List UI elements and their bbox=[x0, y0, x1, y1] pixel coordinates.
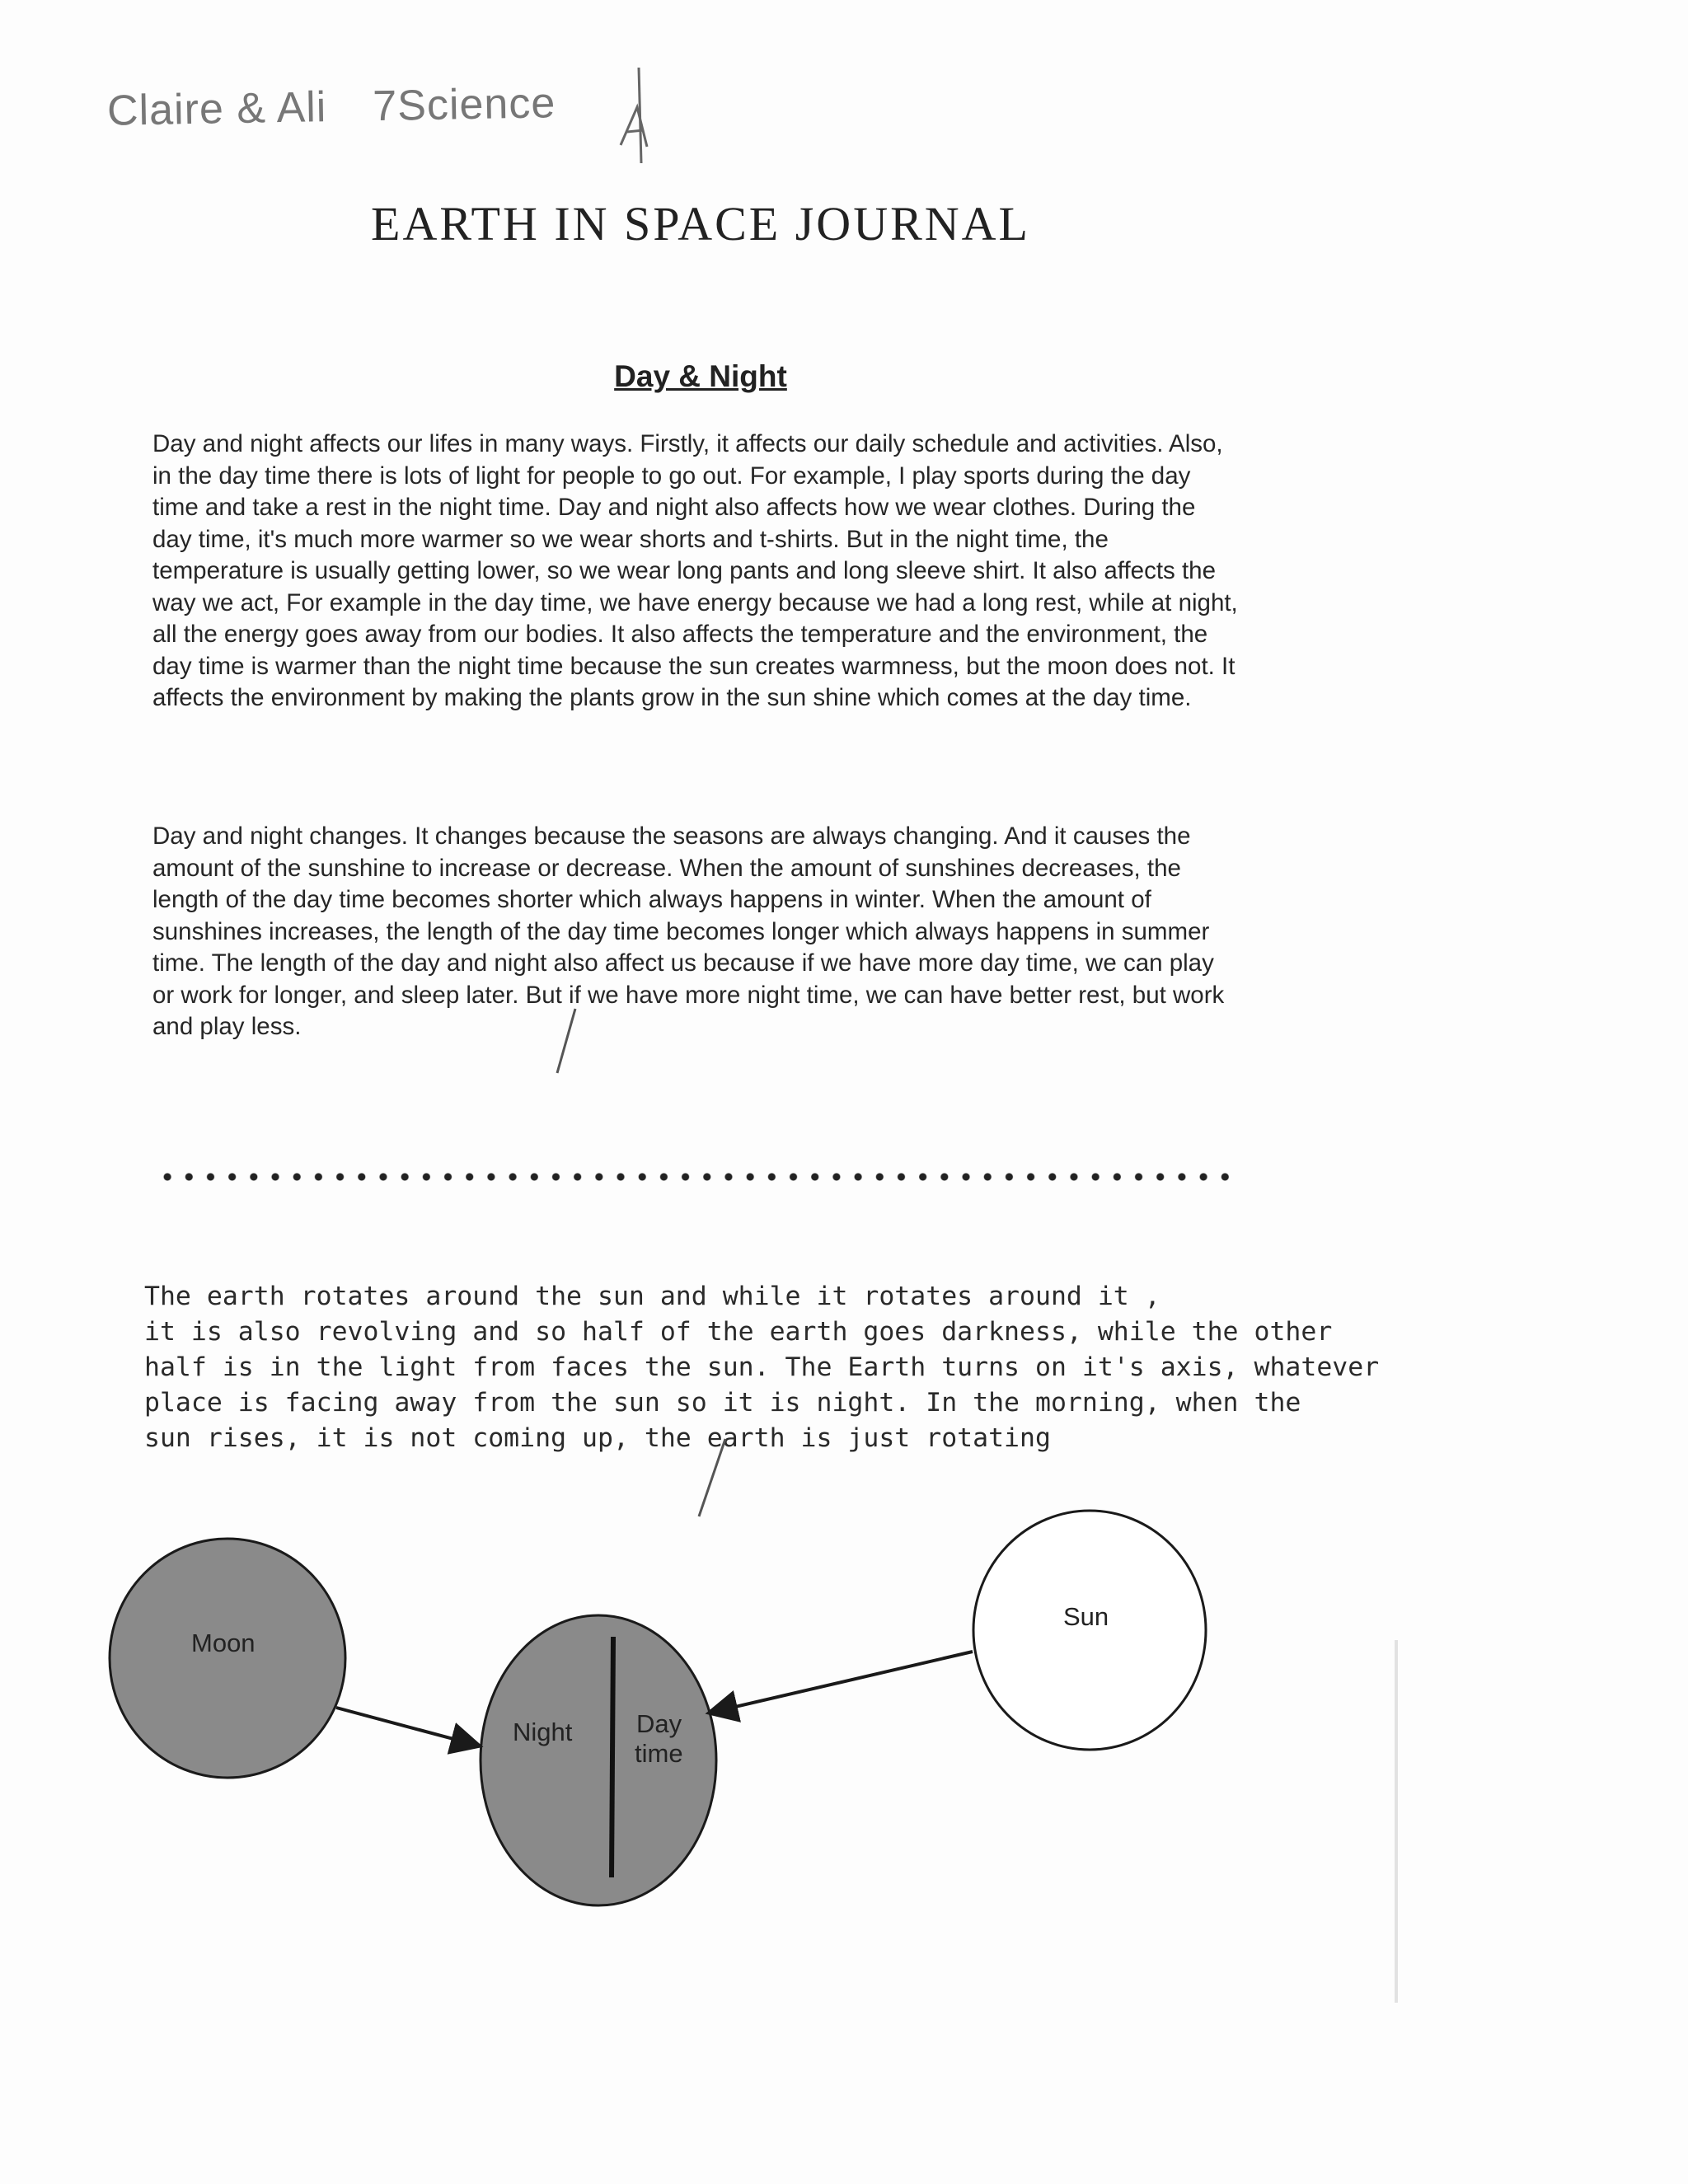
sun-label: Sun bbox=[1063, 1602, 1109, 1631]
sun-to-earth-arrow bbox=[710, 1652, 973, 1713]
rotation-line-1: The earth rotates around the sun and while it rotates around it , bbox=[144, 1282, 1160, 1311]
paragraph-rotation bbox=[144, 1279, 1380, 1456]
day-label-line-2: time bbox=[635, 1739, 683, 1768]
rotation-line-3: half is in the light from faces the sun. The Earth turns on it's axis, whatever bbox=[144, 1352, 1380, 1382]
rotation-line-2: it is also revolving and so half of the earth goes darkness, while the other bbox=[144, 1317, 1333, 1347]
moon-label: Moon bbox=[191, 1629, 256, 1657]
section-heading: Day & Night bbox=[614, 359, 787, 393]
dotted-separator bbox=[157, 1169, 1236, 1185]
rotation-line-5: sun rises, it is not coming up, the earth is just rotating bbox=[144, 1423, 1051, 1453]
journal-title: EARTH IN SPACE JOURNAL bbox=[371, 197, 1030, 251]
class-name: 7Science bbox=[372, 79, 556, 131]
scan-edge-line bbox=[1395, 1640, 1398, 2003]
paragraph-effects: Day and night affects our lifes in many ways. Firstly, it affects our daily schedule and activities. Also, in the day time there is lots of light for people to go out. For example, I play sports during the day time and take a rest in the night time. Day and night also affects how we wear clothes. During the day time, it's much more warmer so we wear shorts and t-shirts. But in the night time, the temperature is usually getting lower, so we wear long pants and long sleeve shirt. It also affects the way we act, For example in the day time, we have energy because we had a long rest, while at night, all the energy goes away from our bodies. It also affects the temperature and the environment, the day time is warmer than the night time because the sun creates warmness, but the moon does not. It affects the environment by making the plants grow in the sun shine which comes at the day time. bbox=[152, 430, 1238, 711]
night-label: Night bbox=[513, 1718, 573, 1746]
student-names: Claire & Ali bbox=[106, 83, 327, 135]
rotation-line-4: place is facing away from the sun so it is night. In the morning, when the bbox=[144, 1388, 1301, 1418]
grade-mark bbox=[614, 64, 672, 171]
tick-mark-1 bbox=[551, 1005, 584, 1080]
moon-to-earth-arrow bbox=[336, 1708, 478, 1746]
day-label-line-1: Day bbox=[636, 1709, 682, 1738]
moon-circle bbox=[110, 1539, 345, 1778]
earth-moon-sun-diagram bbox=[0, 1483, 1401, 1945]
terminator-line bbox=[612, 1637, 613, 1877]
student-header-handwriting bbox=[107, 78, 556, 135]
paragraph-changes: Day and night changes. It changes because the seasons are always changing. And it causes the amount of the sunshine to increase or decrease. When the amount of sunshines decreases, the length of the day time becomes shorter which always happens in winter. When the amount of sunshines increases, the length of the day time becomes longer which always happens in summer time. The length of the day and night also affect us because if we have more day time, we can play or work for longer, and sleep later. But if we have more night time, we can have better rest, but work and play less. bbox=[152, 823, 1225, 1040]
